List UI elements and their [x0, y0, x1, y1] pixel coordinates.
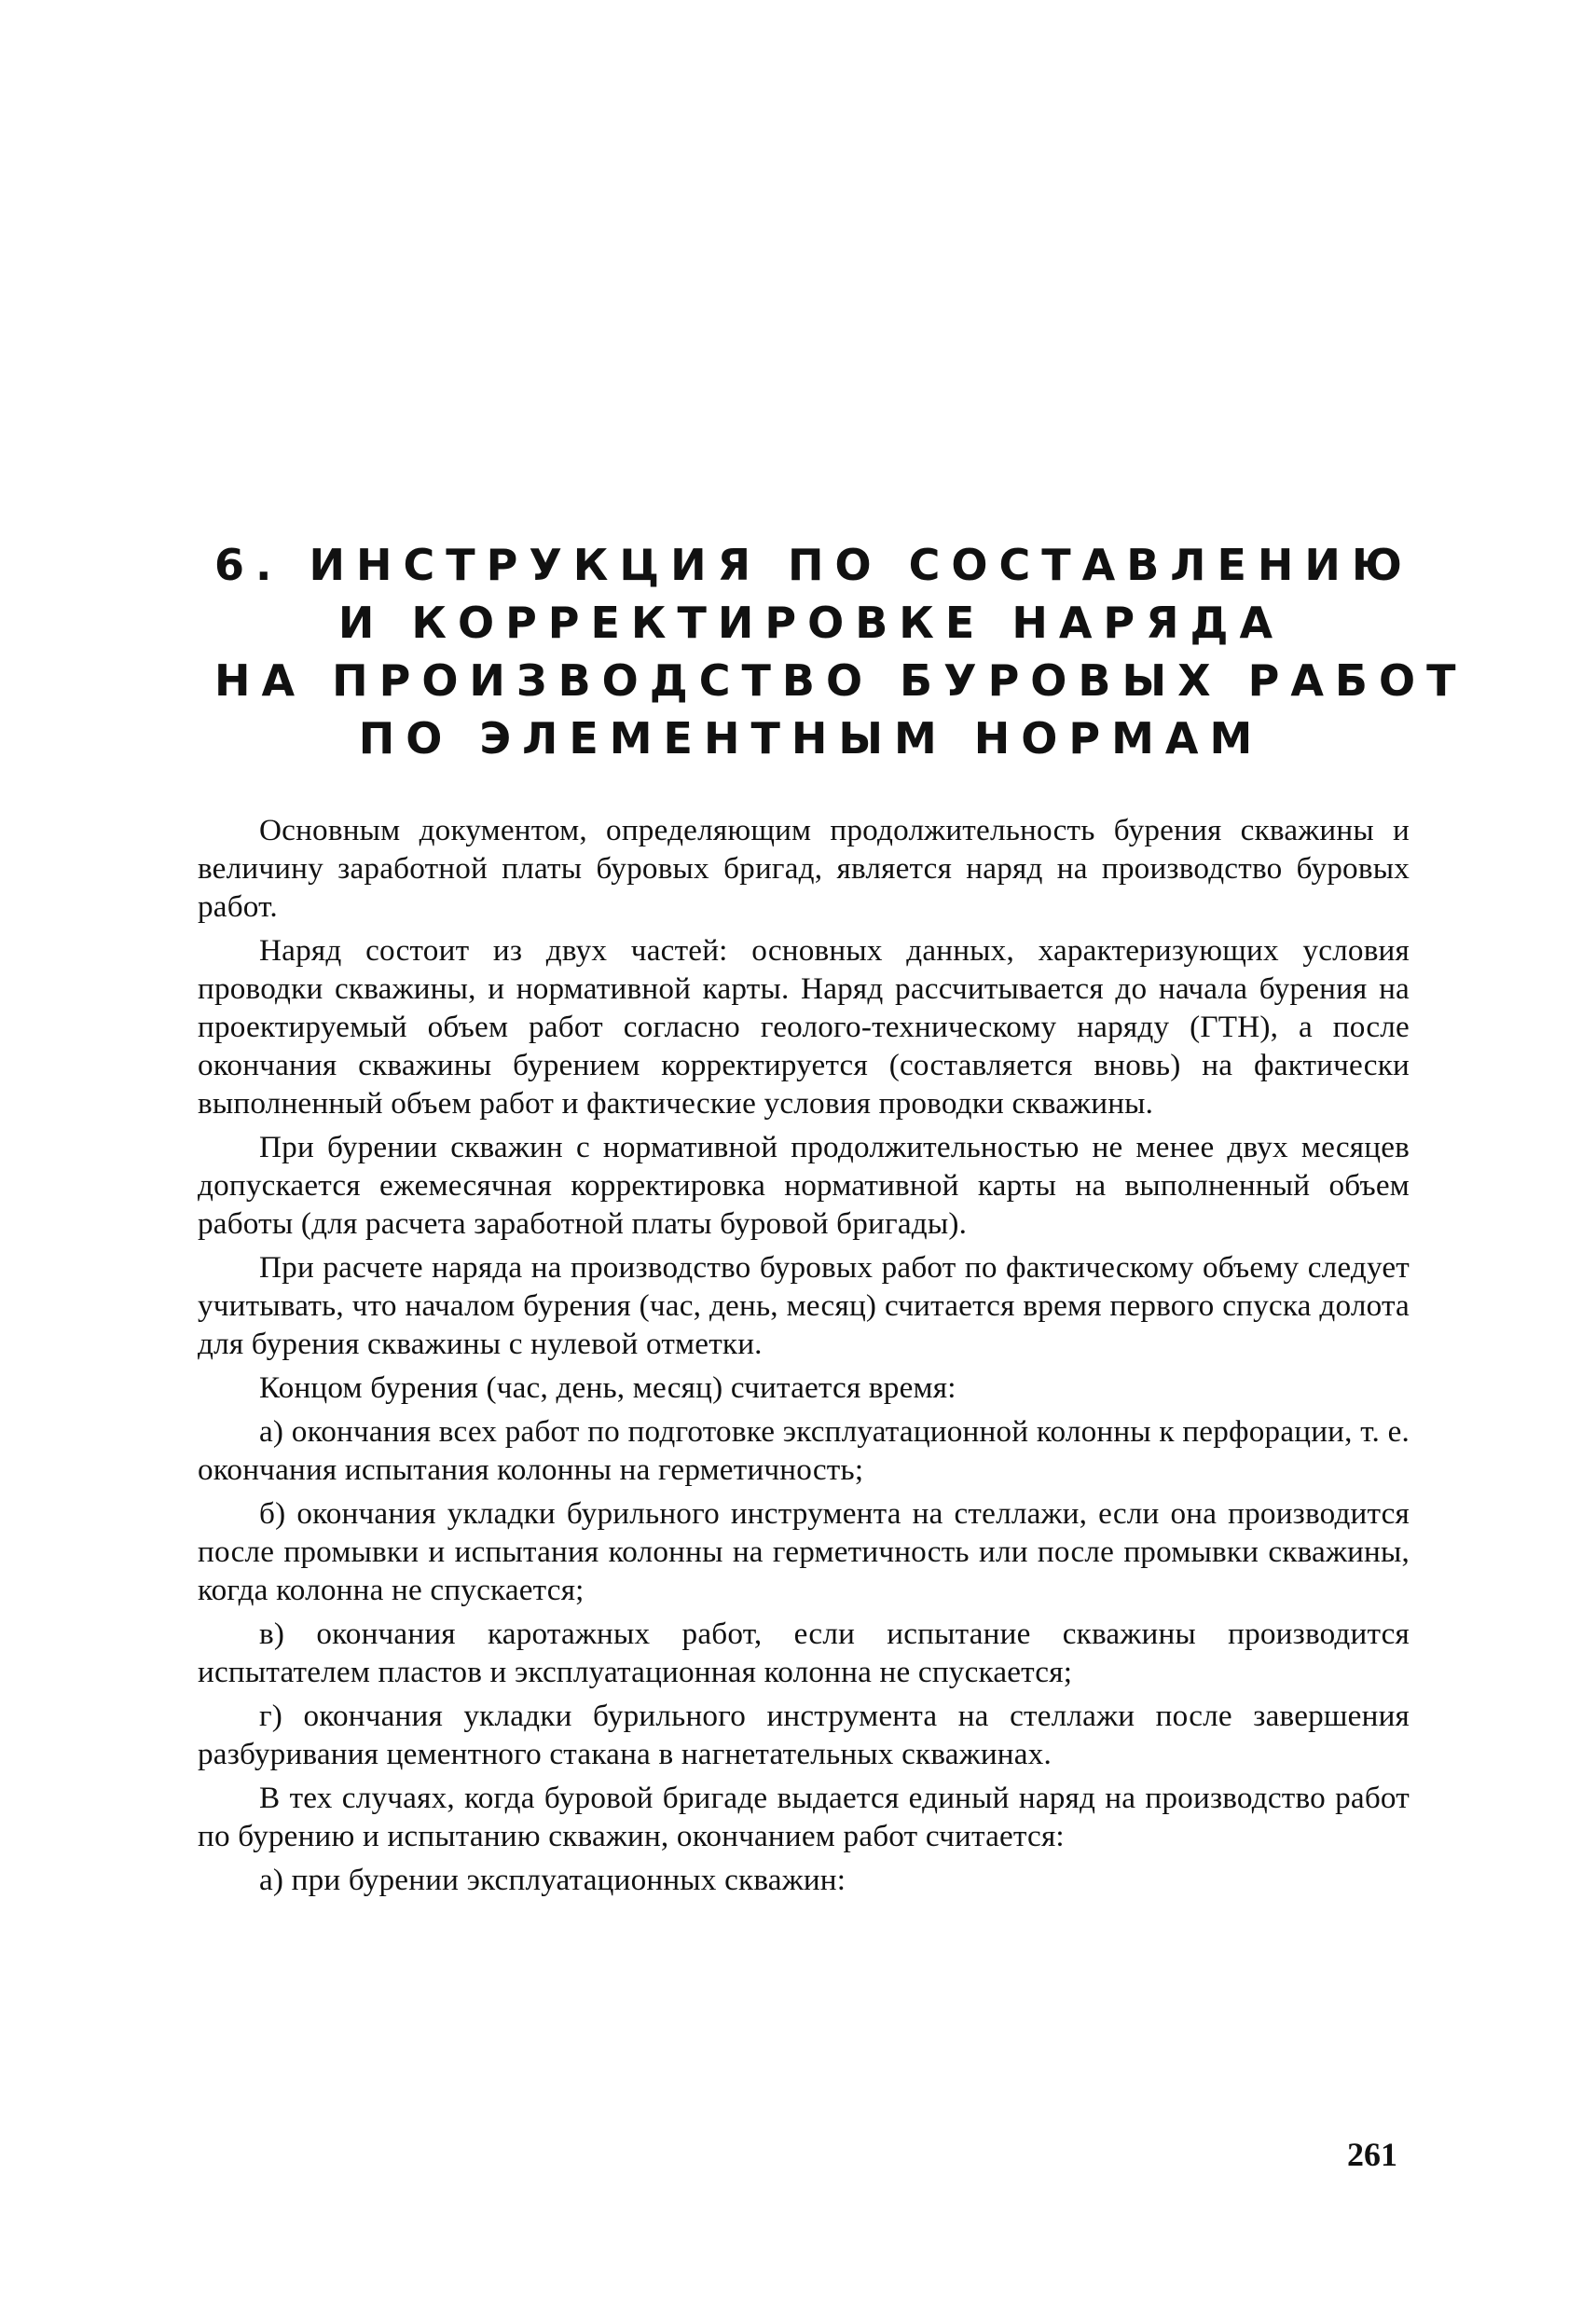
paragraph-monthly-correction: При бурении скважин с нормативной продолжительностью не менее двух месяцев допускается ежемесячная корректировка нормативной карты на выполненный объем работы (для расчета заработной платы буровой бригады). [198, 1130, 1410, 1241]
heading-line-2: И КОРРЕКТИРОВКЕ НАРЯДА [337, 598, 1285, 648]
paragraph-main-document: Основным документом, определяющим продолжительность бурения скважины и величину заработной платы буровых бригад, является наряд на производство буровых работ. [198, 813, 1410, 924]
list-item-exploitation-wells: а) при бурении эксплуатационных скважин: [259, 1863, 846, 1897]
list-item-b: б) окончания укладки бурильного инструмента на стеллажи, если она производится после промывки и испытания колонны на герметичность или после промывки скважины, когда колонна не спускается; [198, 1496, 1410, 1607]
list-item-v: в) окончания каротажных работ, если испытание скважины производится испытателем пластов и эксплуатационная колонна не спускается; [198, 1617, 1410, 1689]
section-heading [214, 536, 1467, 767]
list-item-a: а) окончания всех работ по подготовке эксплуатационной колонны к перфорации, т. е. окончания испытания колонны на герметичность; [198, 1414, 1410, 1487]
heading-line-1: 6. ИНСТРУКЦИЯ ПО СОСТАВЛЕНИЮ [214, 540, 1413, 590]
paragraph-end-of-drilling: Концом бурения (час, день, месяц) считается время: [259, 1370, 956, 1405]
paragraph-start-of-drilling: При расчете наряда на производство буровых работ по фактическому объему следует учитывать, что началом бурения (час, день, месяц) считается время первого спуска долота для бурения скважины с нулевой отметки. [198, 1250, 1410, 1361]
page-number: 261 [1347, 2136, 1397, 2173]
list-item-g: г) окончания укладки бурильного инструмента на стеллажи после завершения разбуривания цементного стакана в нагнетательных скважинах. [198, 1699, 1410, 1771]
paragraph-naryad-parts: Наряд состоит из двух частей: основных данных, характеризующих условия проводки скважины, и нормативной карты. Наряд рассчитывается до начала бурения на проектируемый объем работ согласно геолого-техническому наряду (ГТН), а после окончания скважины бурением корректируется (составляется вновь) на фактически выполненный объем работ и фактические условия проводки скважины. [198, 933, 1410, 1121]
heading-line-4: ПО ЭЛЕМЕНТНЫМ НОРМАМ [358, 713, 1264, 764]
heading-line-3: НА ПРОИЗВОДСТВО БУРОВЫХ РАБОТ [214, 655, 1467, 706]
body-text [198, 811, 1410, 1905]
paragraph-single-naryad: В тех случаях, когда буровой бригаде выдается единый наряд на производство работ по бурению и испытанию скважин, окончанием работ считается: [198, 1781, 1410, 1853]
